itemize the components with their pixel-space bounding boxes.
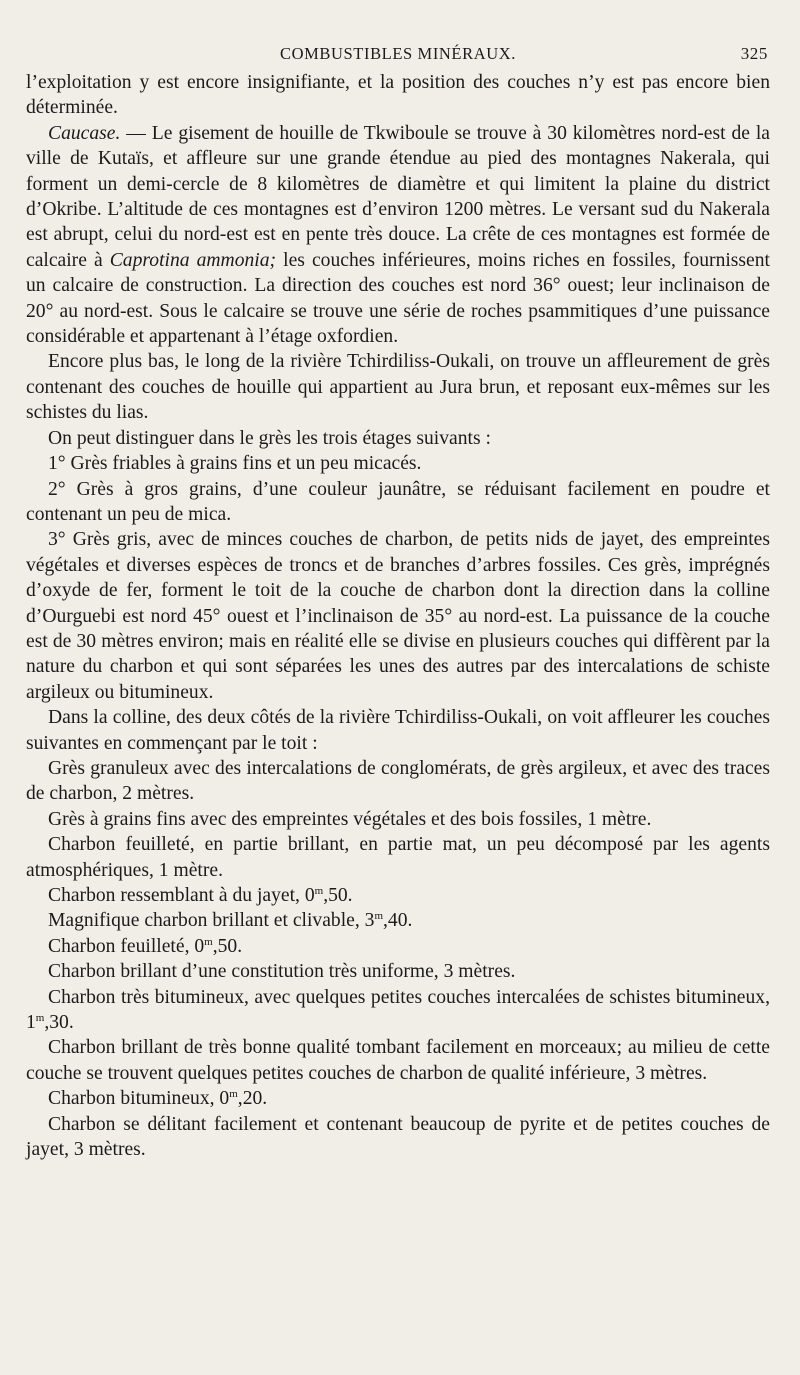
species-name: Caprotina ammonia; — [109, 249, 277, 271]
running-header — [26, 44, 770, 70]
layer-item: Charbon brillant d’une constitution très uniforme, 3 mètres. — [48, 961, 516, 983]
layer-item: Charbon ressemblant à du jayet, 0$^m$,50. — [48, 885, 353, 906]
paragraph: Encore plus bas, le long de la rivière Tchirdiliss-Oukali, on trouve un affleurement de grès contenant des couches de houille qui appartient au Jura brun, et reposant eux-mêmes sur les schistes du lias. — [26, 351, 770, 424]
layer-item: Charbon bitumineux, 0$^m$,20. — [48, 1088, 268, 1110]
paragraph: Dans la colline, des deux côtés de la rivière Tchirdiliss-Oukali, on voit affleurer les couches suivantes en commençant par le toit : — [26, 707, 770, 754]
layer-item: Charbon feuilleté, 0$^m$,50. — [48, 935, 243, 957]
section-lead: Caucase. — [48, 122, 121, 144]
running-title: COMBUSTIBLES MINÉRAUX. — [280, 44, 516, 63]
layer-item: Charbon très bitumineux, avec quelques petites couches intercalées de schistes bitumineux, 1$^m$,30. — [26, 986, 770, 1034]
layer-item: Grès à grains fins avec des empreintes végétales et des bois fossiles, 1 mètre. — [48, 808, 652, 830]
page-number: 325 — [740, 44, 768, 63]
layer-item: Charbon brillant de très bonne qualité tombant facilement en morceaux; au milieu de cette couche se trouvent quelques petites couches de charbon de qualité inférieure, 3 mètres. — [26, 1037, 770, 1084]
layer-item: Charbon feuilleté, en partie brillant, en partie mat, un peu décomposé par les agents atmosphériques, 1 mètre. — [26, 834, 770, 881]
body-text — [26, 70, 770, 1162]
layer-item: Grès granuleux avec des intercalations de conglomérats, de grès argileux, et avec des traces de charbon, 2 mètres. — [26, 757, 770, 805]
layer-item: Magnifique charbon brillant et clivable, 3$^m$,40. — [48, 910, 413, 932]
paragraph: On peut distinguer dans le grès les trois étages suivants : — [48, 427, 491, 449]
paragraph-caucase: Caucase. — Le gisement de houille de Tkwiboule se trouve à 30 kilomètres nord-est de la ville de Kutaïs, et affleure sur une grande étendue au pied des montagnes Nakerala, qui forment un demi-cercle de 8 kilomètres de diamètre et qui limitent la plaine du district d’Okribe. L’altitude de ces montagnes est d’environ 1200 mètres. Le versant sud du Nakerala est abrupt, celui du nord-est est en pente très douce. La crête de ces montagnes est formée de calcaire à Caprotina ammonia; les couches inférieures, moins riches en fossiles, fournissent un calcaire de construction. La direction des couches est nord 36° ouest; leur inclinaison de 20° au nord-est. Sous le calcaire se trouve une série de roches psammitiques d’une puissance considérable et appartenant à l’étage oxfordien. — [26, 122, 770, 348]
layer-item: Charbon se délitant facilement et contenant beaucoup de pyrite et de petites couches de jayet, 3 mètres. — [26, 1113, 770, 1161]
paragraph: l’exploitation y est encore insignifiante, et la position des couches n’y est pas encore bien déterminée. — [26, 72, 770, 119]
list-item: 2° Grès à gros grains, d’une couleur jaunâtre, se réduisant facilement en poudre et contenant un peu de mica. — [26, 478, 770, 525]
list-item: 1° Grès friables à grains fins et un peu micacés. — [48, 453, 422, 475]
list-item: 3° Grès gris, avec de minces couches de charbon, de petits nids de jayet, des empreintes végétales et diverses espèces de troncs et de branches d’arbres fossiles. Ces grès, imprégnés d’oxyde de fer, forment le toit de la couche de charbon dont la direction dans la colline d’Ourguebi est nord 45° ouest et l’inclinaison de 35° au nord-est. La puissance de la couche est de 30 mètres environ; mais en réalité elle se divise en plusieurs couches qui diffèrent par la nature du charbon et qui sont séparées les unes des autres par des intercalations de schiste argileux ou bitumineux. — [26, 529, 770, 703]
